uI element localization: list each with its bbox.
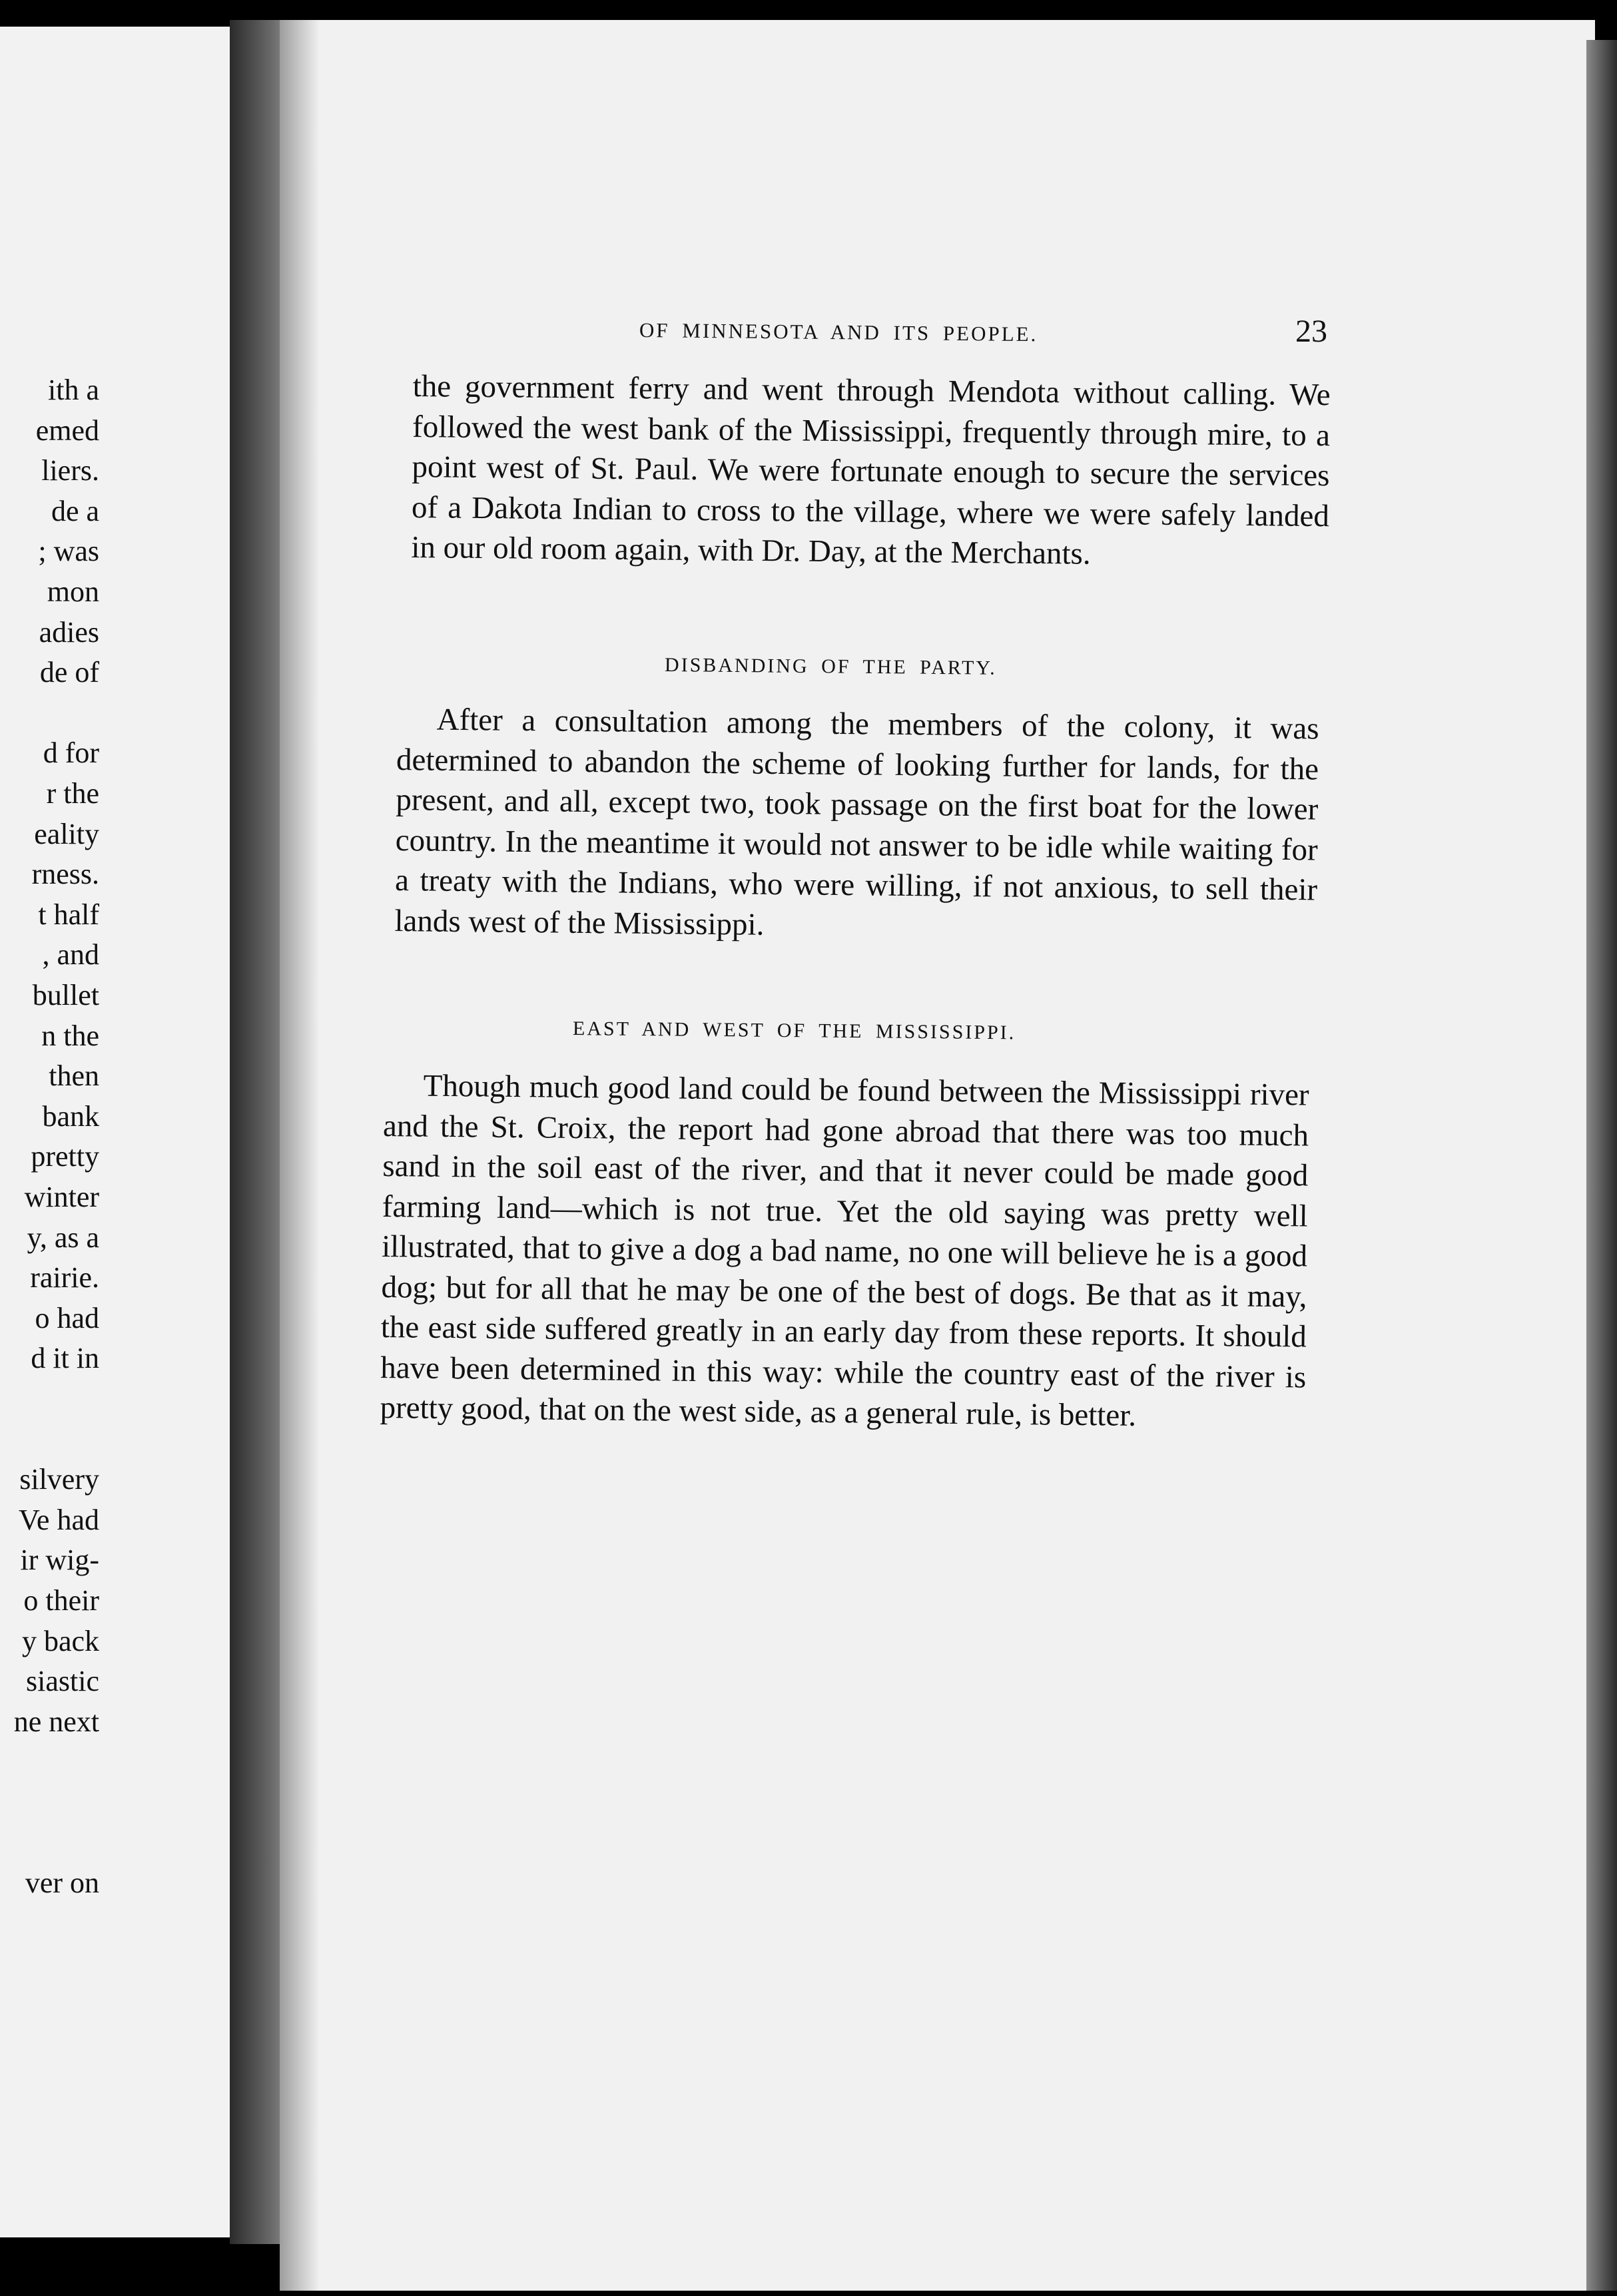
left-page-line: rness. [31, 858, 99, 891]
left-page-line: , and [42, 938, 99, 972]
left-page-line: d for [43, 736, 99, 770]
gutter-shadow [280, 20, 320, 2291]
left-page-line: winter [24, 1181, 99, 1213]
paragraph-east-west-block [380, 1065, 1309, 1438]
section-heading-disbanding: DISBANDING OF THE PARTY. [664, 654, 997, 679]
paragraph-disbanding: After a consultation among the members of the colony, it was determined to abandon the scheme of looking further for lands, for the present, and all, except two, took passage on the first boat for the lower country. In the meantime it would not answer to be idle while waiting for a treaty with the Indians, who were willing, if not anxious, to sell their lands west of the Mississippi. [394, 702, 1319, 942]
left-page-line: de a [51, 494, 99, 527]
left-page-line: o had [35, 1301, 99, 1334]
page-number: 23 [1295, 314, 1327, 349]
left-page-line: bullet [32, 979, 99, 1011]
left-page-line: y, as a [27, 1221, 99, 1254]
opening-paragraph-block [411, 366, 1331, 577]
left-page-line: ver on [25, 1866, 99, 1900]
paragraph-disbanding-block [394, 699, 1319, 950]
left-page-line: o their [23, 1584, 99, 1617]
left-page-line: adies [39, 615, 99, 649]
left-page-line: ir wig- [20, 1544, 99, 1577]
left-page-line: eality [34, 817, 99, 850]
left-page-line: ne next [13, 1705, 99, 1738]
left-page-line: de of [39, 656, 99, 689]
left-page-line: d it in [31, 1342, 99, 1375]
left-page-line: silvery [19, 1463, 99, 1496]
left-page-line: liers. [41, 454, 99, 487]
left-page-line: t half [38, 898, 99, 931]
left-page-line: siastic [26, 1665, 99, 1698]
left-page-line: bank [42, 1099, 99, 1133]
left-page-line: rairie. [30, 1261, 99, 1294]
left-page-line: n the [41, 1019, 99, 1052]
left-page-line: emed [35, 414, 99, 447]
section-heading-east-west: EAST AND WEST OF THE MISSISSIPPI. [572, 1017, 1016, 1044]
paragraph-east-west: Though much good land could be found between the Mississippi river and the St. Croix, the report had gone abroad that there was too much sand in the soil east of the river, and that it never could be made good farming land—which is not true. Yet the old saying was pretty well illustrated, that to give a dog a bad name, no one will believe he is a good dog; but for all that he may be one of the best of dogs. Be that as it may, the east side suffered greatly in an early day from these reports. It should have been determined in this way: while the country east of the river is pretty good, that on the west side, as a general rule, is better. [380, 1068, 1309, 1433]
left-page-line: Ve had [19, 1503, 99, 1536]
running-header: OF MINNESOTA AND ITS PEOPLE. [639, 318, 1038, 346]
left-page-line: ith a [48, 374, 99, 406]
left-page-line: y back [21, 1624, 99, 1657]
left-page-line: pretty [31, 1140, 99, 1173]
left-page-line: r the [46, 777, 99, 810]
left-page-line: ; was [38, 535, 99, 568]
left-facing-page [0, 27, 230, 2237]
left-page-line: mon [47, 575, 99, 608]
left-page-line: then [49, 1059, 99, 1093]
page-edge [1586, 40, 1617, 2291]
opening-paragraph: the government ferry and went through Mendota without calling. We followed the west bank of the Mississippi, frequently through mire, to a point west of St. Paul. We were fortunate enough to secure the services of a Dakota Indian to cross to the village, where we were safely landed in our old room again, with Dr. Day, at the Merchants. [411, 368, 1331, 571]
